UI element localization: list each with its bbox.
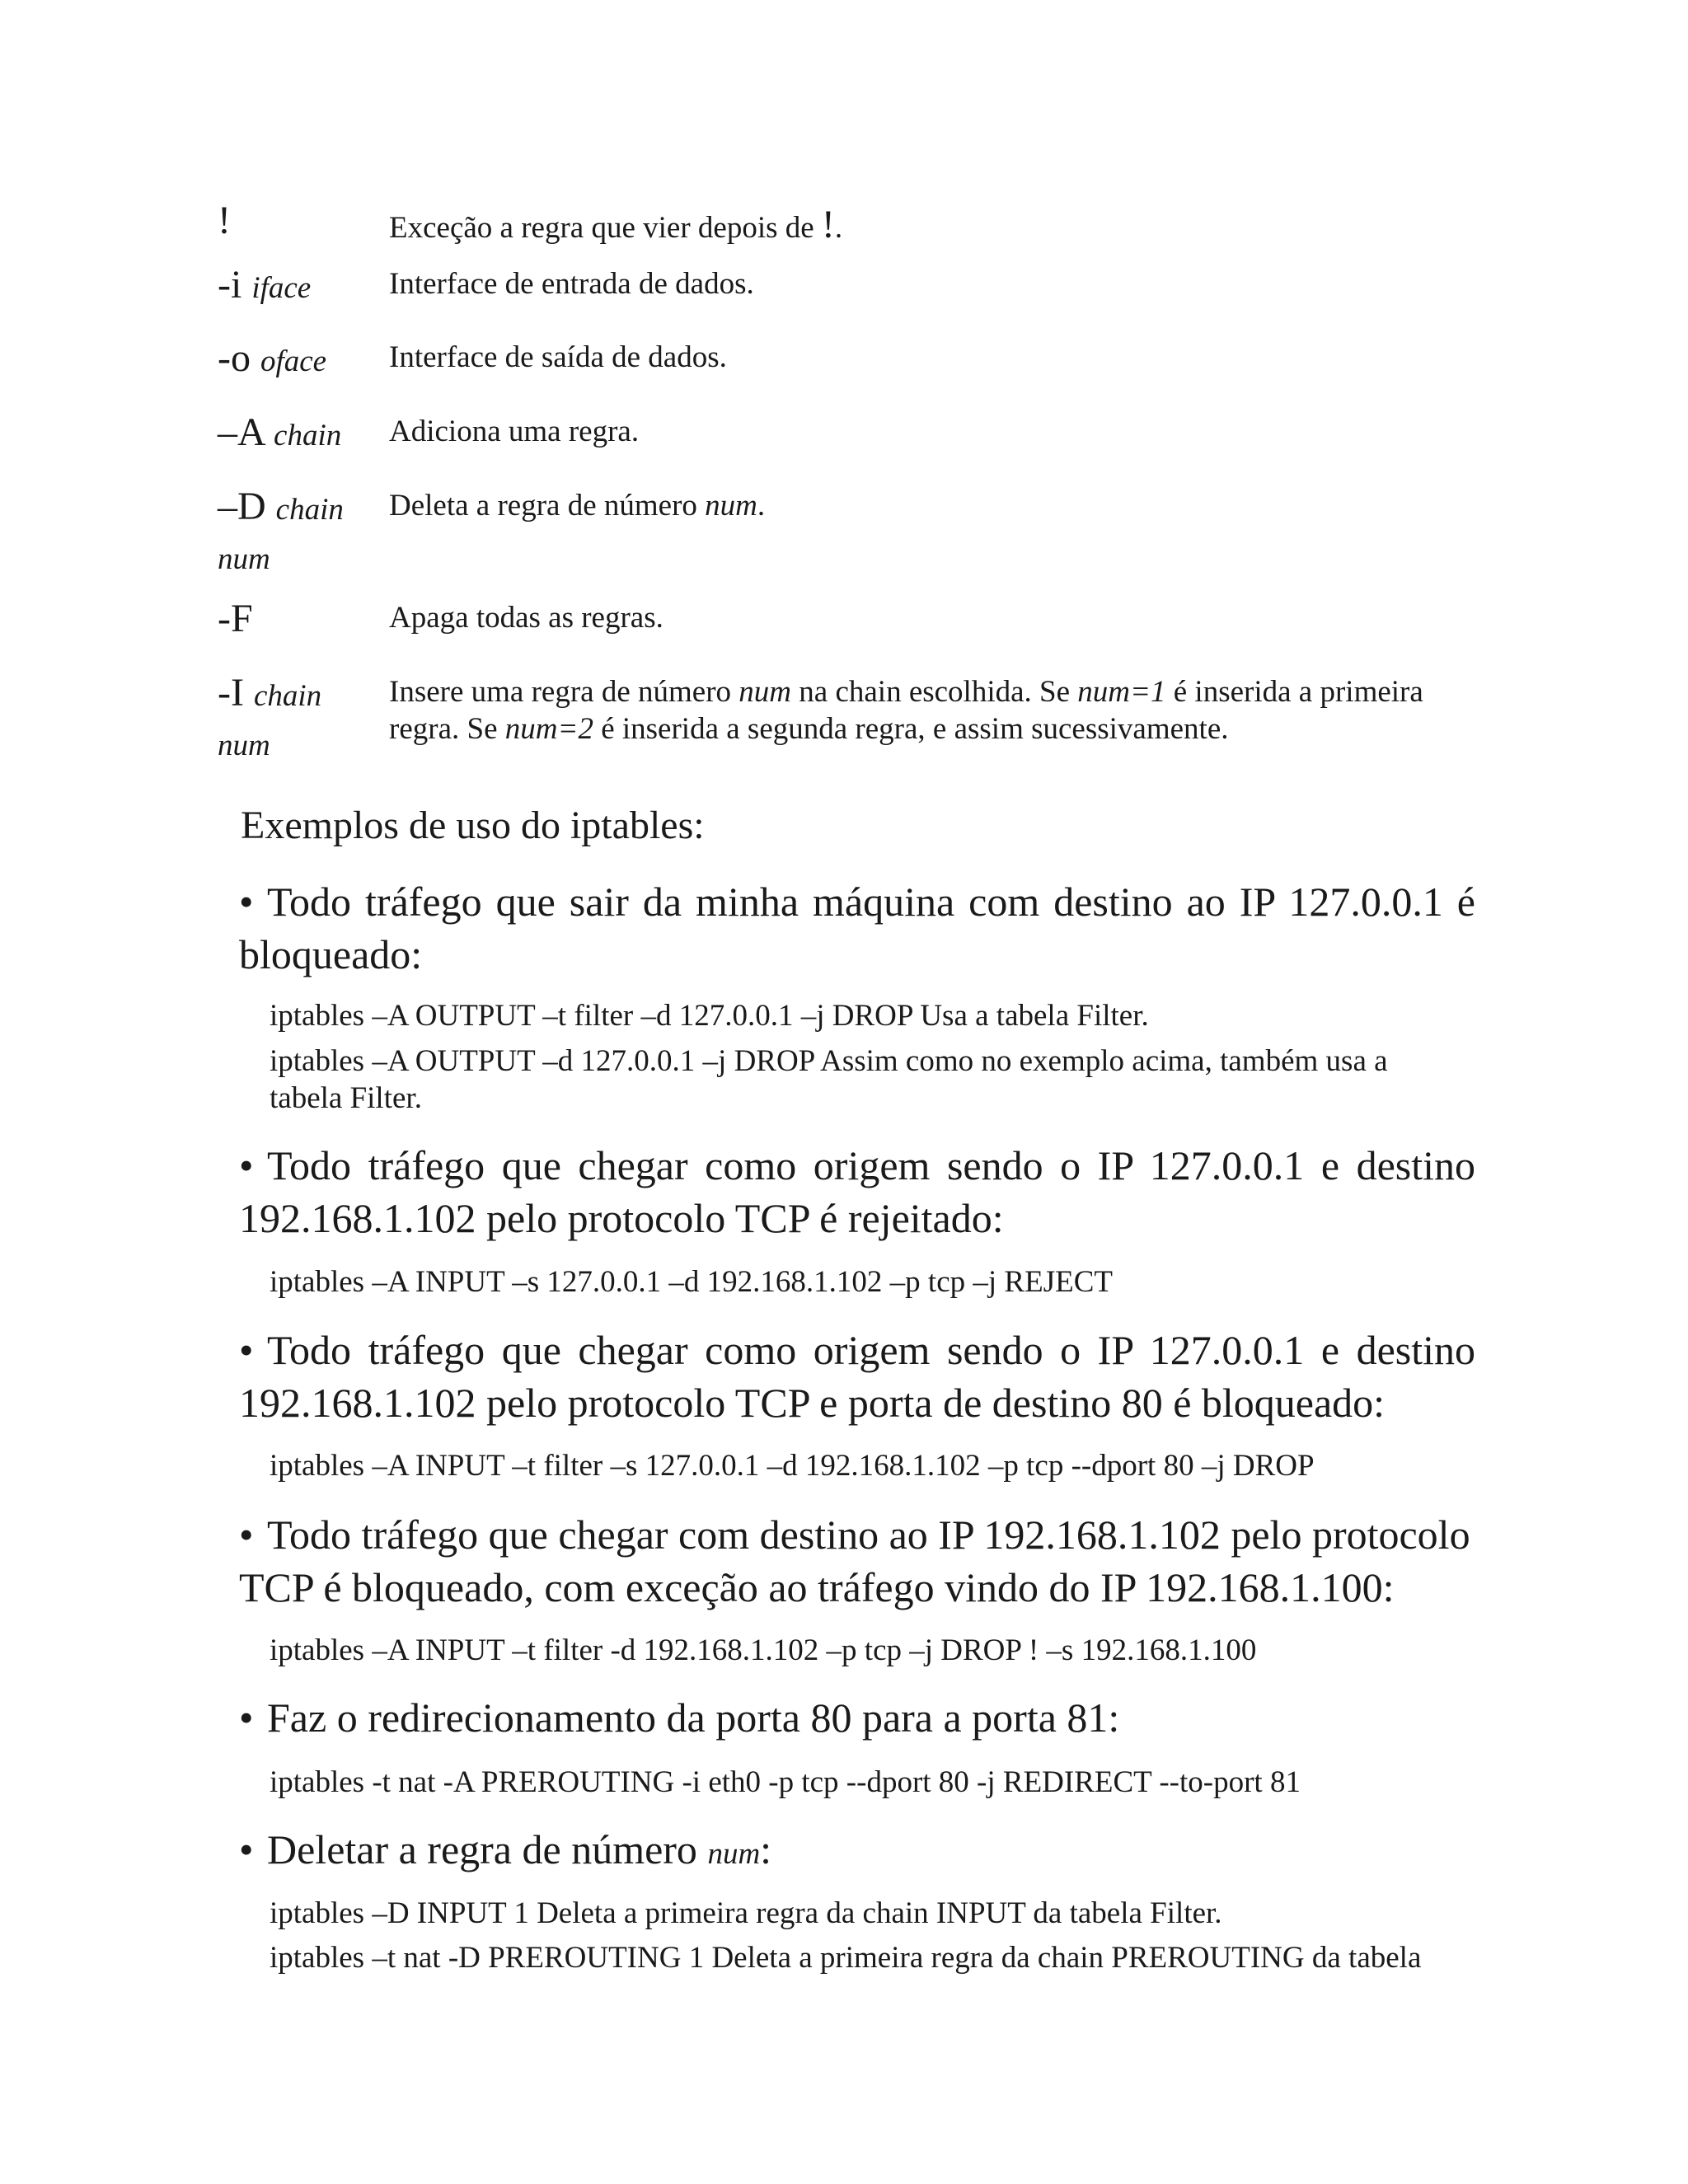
desc-em: num=2 [504,712,593,746]
option-arg: oface [260,344,327,378]
example-description: Deletar a regra de número [267,1826,708,1872]
bullet-icon: • [239,1694,254,1741]
option-arg: chain [253,679,322,713]
desc-tail: . [757,489,766,523]
option-row-F [218,596,1470,670]
desc-text: Insere uma regra de número [389,675,739,709]
option-key [218,198,389,244]
desc-tail: . [834,211,843,245]
example-2-code-1: iptables –A INPUT –s 127.0.0.1 –d 192.168.1.102 –p tcp –j REJECT [270,1265,1113,1299]
option-row-i [218,262,1470,335]
bullet-icon: • [239,1826,254,1872]
example-3-text [239,1324,1475,1429]
example-6-text [239,1823,1475,1881]
option-description [389,670,1470,748]
options-table [218,198,1470,761]
option-key [218,335,389,385]
example-1-code-2: iptables –A OUTPUT –d 127.0.0.1 –j DROP Assim como no exemplo acima, também usa a tabela Filter. [270,1044,1388,1115]
example-5-text [239,1691,1475,1744]
option-row-I [218,670,1470,761]
option-arg: iface [251,271,312,305]
example-tail: : [760,1826,772,1872]
example-1-text [239,875,1475,981]
option-description: Apaga todas as regras. [389,601,663,635]
option-description: Adiciona uma regra. [389,415,640,448]
desc-text: Exceção a regra que vier depois de [389,211,822,245]
desc-text: Deleta a regra de número [389,489,706,523]
option-arg: chain [275,493,344,527]
example-5-code-1: iptables -t nat -A PREROUTING -i eth0 -p tcp --dport 80 -j REDIRECT --to-port 81 [270,1765,1301,1799]
option-flag: –D [218,485,266,528]
section-title: Exemplos de uso do iptables: [241,804,705,847]
option-row-o [218,335,1470,410]
option-key [218,670,389,769]
option-key [218,596,389,642]
option-row-A [218,410,1470,484]
desc-text: na chain escolhida. Se [791,675,1078,709]
example-description: Todo tráfego que chegar com destino ao IP 192.168.1.102 pelo protocolo TCP é bloqueado, com exceção ao tráfego vindo do IP 192.168.1.100: [239,1511,1470,1610]
option-key [218,484,389,583]
example-description: Todo tráfego que sair da minha máquina com destino ao IP 127.0.0.1 é bloqueado: [239,879,1475,977]
example-1-code-1: iptables –A OUTPUT –t filter –d 127.0.0.1 –j DROP Usa a tabela Filter. [270,999,1149,1033]
option-arg-2: num [218,542,270,576]
example-description: Faz o redirecionamento da porta 80 para a porta 81: [267,1694,1120,1741]
option-key [218,262,389,312]
option-arg: chain [274,419,342,452]
desc-em: num [738,675,792,709]
bullet-icon: • [239,1327,254,1373]
option-flag: -I [218,671,244,715]
example-6-code-2: iptables –t nat -D PREROUTING 1 Deleta a primeira regra da chain PREROUTING da tabela [270,1941,1422,1975]
example-2-text [239,1139,1475,1244]
option-row-exception [218,198,1470,262]
desc-em: num=1 [1077,675,1166,709]
example-3-code-1: iptables –A INPUT –t filter –s 127.0.0.1 –d 192.168.1.102 –p tcp --dport 80 –j DROP [270,1449,1315,1483]
option-description [389,484,1470,524]
bang-symbol: ! [821,203,835,246]
option-flag: -F [218,597,253,640]
option-flag: ! [218,199,231,242]
example-description: Todo tráfego que chegar como origem sendo o IP 127.0.0.1 e destino 192.168.1.102 pelo protocolo TCP e porta de destino 80 é bloqueado: [239,1327,1475,1426]
desc-em: num [705,489,757,523]
option-row-D [218,484,1470,596]
option-flag: -i [218,263,242,307]
example-4-code-1: iptables –A INPUT –t filter -d 192.168.1.102 –p tcp –j DROP ! –s 192.168.1.100 [270,1633,1257,1667]
option-flag: -o [218,336,251,380]
option-description: Interface de entrada de dados. [389,267,754,301]
bullet-icon: • [239,1511,254,1558]
desc-text: é inserida a segunda regra, e assim sucessivamente. [593,712,1229,746]
example-4-text [239,1508,1475,1614]
option-key [218,410,389,459]
example-6-code-1: iptables –D INPUT 1 Deleta a primeira regra da chain INPUT da tabela Filter. [270,1896,1222,1930]
bullet-icon: • [239,1142,254,1188]
option-flag: –A [218,410,265,454]
option-description: Interface de saída de dados. [389,340,727,374]
desc-text: é inserida a primeira regra. Se [389,675,1423,746]
bullet-icon: • [239,879,254,925]
example-description: Todo tráfego que chegar como origem sendo o IP 127.0.0.1 e destino 192.168.1.102 pelo protocolo TCP é rejeitado: [239,1142,1475,1241]
option-arg-2: num [218,729,270,762]
example-arg: num [707,1837,761,1871]
option-description [389,198,1470,246]
